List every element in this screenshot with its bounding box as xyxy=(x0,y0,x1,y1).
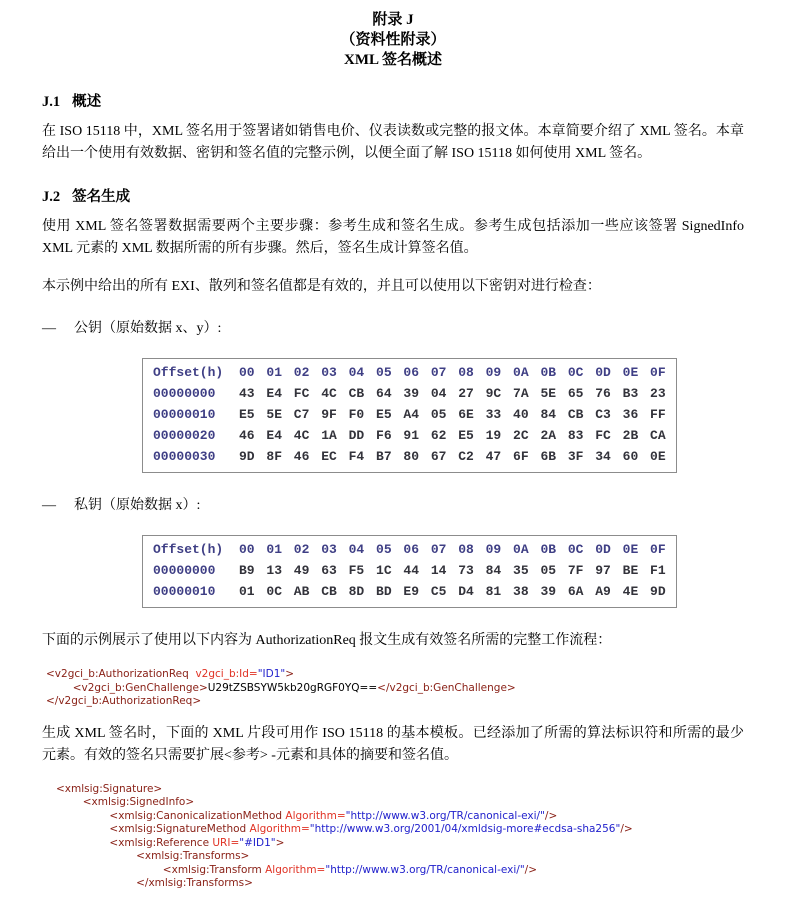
xml-token-tag: <xmlsig:Transform xyxy=(56,863,266,876)
paragraph-j1-overview: 在 ISO 15118 中，XML 签名用于签署诸如销售电价、仪表读数或完整的报文体。本章简要介绍了 XML 签名。本章给出一个使用有效数据、密钥和签名值的完整示例，以便全面了解 ISO 15118 如何使用 XML 签名。 xyxy=(42,124,744,161)
dash-marker: — xyxy=(42,321,56,336)
hex-dump-public-key xyxy=(142,358,744,473)
xml-token-val: "ID1" xyxy=(257,668,286,680)
hex-offset: 00000010 xyxy=(153,407,216,422)
code-line xyxy=(56,850,744,864)
paragraph-template-intro: 生成 XML 签名时，下面的 XML 片段可用作 ISO 15118 的基本模板。已经添加了所需的算法标识符和所需的最少元素。有效的签名只需要扩展<参考> -元素和具体的摘要和签名值。 xyxy=(42,725,744,763)
section-heading-j2 xyxy=(42,185,744,206)
hex-offset: 00000020 xyxy=(153,428,216,443)
hex-bytes: 00 01 02 03 04 05 06 07 08 09 0A 0B 0C 0D 0E 0F xyxy=(239,365,666,380)
xml-token-txt: U29tZSBSYW5kb20gRGF0YQ== xyxy=(207,681,378,694)
hex-offset: Offset(h) xyxy=(153,542,224,557)
code-line xyxy=(56,810,744,824)
xml-token-tag: <xmlsig:SignatureMethod xyxy=(56,823,250,835)
xml-token-val: "http://www.w3.org/TR/canonical-exi/" xyxy=(325,863,525,876)
xml-token-attr: URI= xyxy=(212,836,240,849)
code-line xyxy=(56,796,744,810)
xml-token-val: "http://www.w3.org/2001/04/xmldsig-more#ecdsa-sha256" xyxy=(309,823,621,835)
xml-token-tag: </v2gci_b:AuthorizationReq> xyxy=(46,695,202,707)
hex-data-row xyxy=(153,446,666,467)
xml-snippet-signature-template xyxy=(56,783,744,891)
list-item-public-key xyxy=(42,318,744,340)
xml-token-tag: <xmlsig:SignedInfo> xyxy=(56,796,195,808)
xml-token-tag: <v2gci_b:AuthorizationReq xyxy=(46,668,196,680)
code-line xyxy=(46,668,744,682)
xml-token-tag: <xmlsig:Signature> xyxy=(56,782,163,795)
xml-token-tag: </v2gci_b:GenChallenge> xyxy=(377,681,516,694)
section-number: J.1 xyxy=(42,94,61,110)
annex-title-block xyxy=(42,10,744,70)
hex-dump-box xyxy=(142,358,677,473)
xml-token-val: "#ID1" xyxy=(239,836,276,849)
xml-token-tag: <xmlsig:Reference xyxy=(56,836,213,849)
section-title: 签名生成 xyxy=(72,189,131,205)
code-line xyxy=(56,864,744,878)
paragraph-j2-steps: 使用 XML 签名签署数据需要两个主要步骤：参考生成和签名生成。参考生成包括添加一些应该签署 SignedInfo XML 元素的 XML 数据所需的所有步骤。然后，签名生成计算签名值。 xyxy=(42,219,744,256)
xml-token-attr: Algorithm= xyxy=(285,809,346,822)
list-item-label: 私钥（原始数据 x）: xyxy=(74,498,201,513)
code-line xyxy=(56,783,744,797)
xml-token-attr: Algorithm= xyxy=(265,863,326,876)
hex-header-row xyxy=(153,362,666,383)
hex-bytes: 01 0C AB CB 8D BD E9 C5 D4 81 38 39 6A A9 4E 9D xyxy=(239,584,666,599)
list-item-label: 公钥（原始数据 x、y）: xyxy=(74,321,222,336)
hex-offset: 00000030 xyxy=(153,449,216,464)
xml-token-tag: > xyxy=(285,668,295,680)
xml-token-attr: Algorithm= xyxy=(249,823,310,835)
code-line xyxy=(56,837,744,851)
hex-data-row xyxy=(153,425,666,446)
code-line xyxy=(56,823,744,837)
hex-bytes: 00 01 02 03 04 05 06 07 08 09 0A 0B 0C 0D 0E 0F xyxy=(239,542,666,557)
xml-token-attr: v2gci_b:Id= xyxy=(195,668,258,680)
xml-token-tag: <xmlsig:Transforms> xyxy=(56,850,250,862)
xml-token-tag: /> xyxy=(524,863,537,876)
hex-data-row xyxy=(153,383,666,404)
annex-number: 附录 J xyxy=(372,12,414,28)
section-heading-j1 xyxy=(42,90,744,111)
hex-bytes: 9D 8F 46 EC F4 B7 80 67 C2 47 6F 6B 3F 34 60 0E xyxy=(239,449,666,464)
hex-data-row xyxy=(153,581,666,602)
xml-token-tag: /> xyxy=(544,809,558,822)
section-number: J.2 xyxy=(42,189,61,205)
code-line xyxy=(46,695,744,709)
hex-bytes: 43 E4 FC 4C CB 64 39 04 27 9C 7A 5E 65 76 B3 23 xyxy=(239,386,666,401)
hex-bytes: 46 E4 4C 1A DD F6 91 62 E5 19 2C 2A 83 FC 2B CA xyxy=(239,428,666,443)
annex-subject: XML 签名概述 xyxy=(344,52,442,68)
section-title: 概述 xyxy=(72,94,102,110)
xml-token-tag: <v2gci_b:GenChallenge> xyxy=(46,681,208,694)
xml-token-val: "http://www.w3.org/TR/canonical-exi/" xyxy=(345,809,545,822)
hex-dump-private-key xyxy=(142,535,744,608)
dash-marker: — xyxy=(42,498,56,513)
hex-bytes: B9 13 49 63 F5 1C 44 14 73 84 35 05 7F 97 BE F1 xyxy=(239,563,666,578)
hex-data-row xyxy=(153,560,666,581)
annex-kind: （资料性附录） xyxy=(340,32,446,48)
hex-bytes: E5 5E C7 9F F0 E5 A4 05 6E 33 40 84 CB C3 36 FF xyxy=(239,407,666,422)
hex-offset: 00000000 xyxy=(153,386,216,401)
paragraph-j2-validity: 本示例中给出的所有 EXI、散列和签名值都是有效的，并且可以使用以下密钥对进行检查： xyxy=(42,279,601,294)
hex-header-row xyxy=(153,539,666,560)
code-line xyxy=(46,682,744,696)
xml-token-tag: </xmlsig:Transforms> xyxy=(56,877,253,889)
hex-offset: 00000010 xyxy=(153,584,216,599)
hex-data-row xyxy=(153,404,666,425)
code-line xyxy=(56,877,744,891)
xml-snippet-authorizationreq xyxy=(46,668,744,709)
xml-token-tag: <xmlsig:CanonicalizationMethod xyxy=(56,809,286,822)
hex-offset: 00000000 xyxy=(153,563,216,578)
xml-token-tag: /> xyxy=(620,823,633,835)
paragraph-workflow-intro: 下面的示例展示了使用以下内容为 AuthorizationReq 报文生成有效签名所需的完整工作流程： xyxy=(42,633,612,648)
hex-dump-box xyxy=(142,535,677,608)
list-item-private-key xyxy=(42,495,744,517)
hex-offset: Offset(h) xyxy=(153,365,224,380)
xml-token-tag: > xyxy=(275,836,285,849)
